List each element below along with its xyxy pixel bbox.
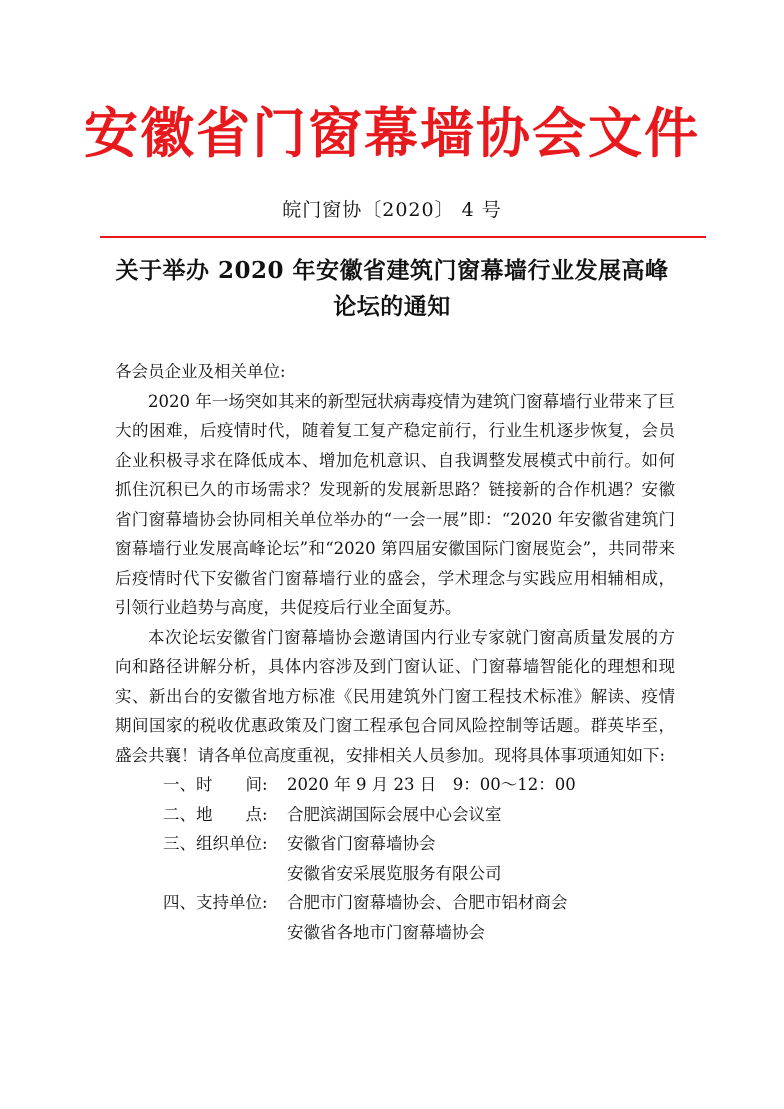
organization-header-title: 安徽省门窗幕墙协会文件: [84, 102, 700, 165]
item-organizer-value: 安徽省门窗幕墙协会: [287, 834, 436, 853]
item-supporter-continued: [115, 918, 675, 948]
paragraph-1: 2020 年一场突如其来的新型冠状病毒疫情为建筑门窗幕墙行业带来了巨大的困难，后疫情时代，随着复工复产稳定前行，行业生机逐步恢复，会员企业积极寻求在降低成本、增加危机意识、自我调整发展模式中前行。如何抓住沉积已久的市场需求？发现新的发展新思路？链接新的合作机遇？安徽省门窗幕墙协会协同相关单位举办的“一会一展”即：“2020 年安徽省建筑门窗幕墙行业发展高峰论坛”和“2020 第四届安徽国际门窗展览会”，共同带来后疫情时代下安徽省门窗幕墙行业的盛会，学术理念与实践应用相辅相成，引领行业趋势与高度，共促疫后行业全面复苏。: [115, 391, 675, 617]
document-number: 皖门窗协〔2020〕 4 号: [282, 199, 502, 221]
item-time-value: 2020 年 9 月 23 日 9：00～12：00: [287, 775, 576, 794]
item-time: [115, 770, 675, 800]
paragraph-2: 本次论坛安徽省门窗幕墙协会邀请国内行业专家就门窗高质量发展的方向和路径讲解分析，具体内容涉及到门窗认证、门窗幕墙智能化的理想和现实、新出台的安徽省地方标准《民用建筑外门窗工程技术标准》解读、疫情期间国家的税收优惠政策及门窗工程承包合同风险控制等话题。群英毕至，盛会共襄！请各单位高度重视，安排相关人员参加。现将具体事项通知如下:: [115, 627, 675, 765]
item-supporter-value-2: 安徽省各地市门窗幕墙协会: [287, 922, 485, 942]
item-location-value: 合肥滨湖国际会展中心会议室: [287, 804, 502, 824]
notice-body: [115, 357, 675, 947]
item-organizer: [115, 829, 675, 859]
item-supporter-label: 四、支持单位:: [163, 893, 268, 912]
item-organizer-value-2: 安徽省安采展览服务有限公司: [287, 863, 502, 883]
item-supporter-value: 合肥市门窗幕墙协会、合肥市铝材商会: [287, 893, 568, 912]
notice-title-line-2: 论坛的通知: [333, 293, 451, 320]
item-location-label: 二、地 点:: [163, 804, 268, 824]
item-organizer-continued: [115, 859, 675, 889]
item-organizer-label: 三、组织单位:: [163, 834, 268, 853]
salutation: 各会员企业及相关单位:: [115, 362, 286, 381]
item-time-label: 一、时 间:: [163, 775, 268, 794]
notice-title-line-1: 关于举办 2020 年安徽省建筑门窗幕墙行业发展高峰: [115, 257, 669, 284]
notice-title: [90, 253, 694, 325]
header-divider-line: [100, 236, 706, 238]
item-supporter: [115, 888, 675, 918]
item-location: [115, 800, 675, 830]
